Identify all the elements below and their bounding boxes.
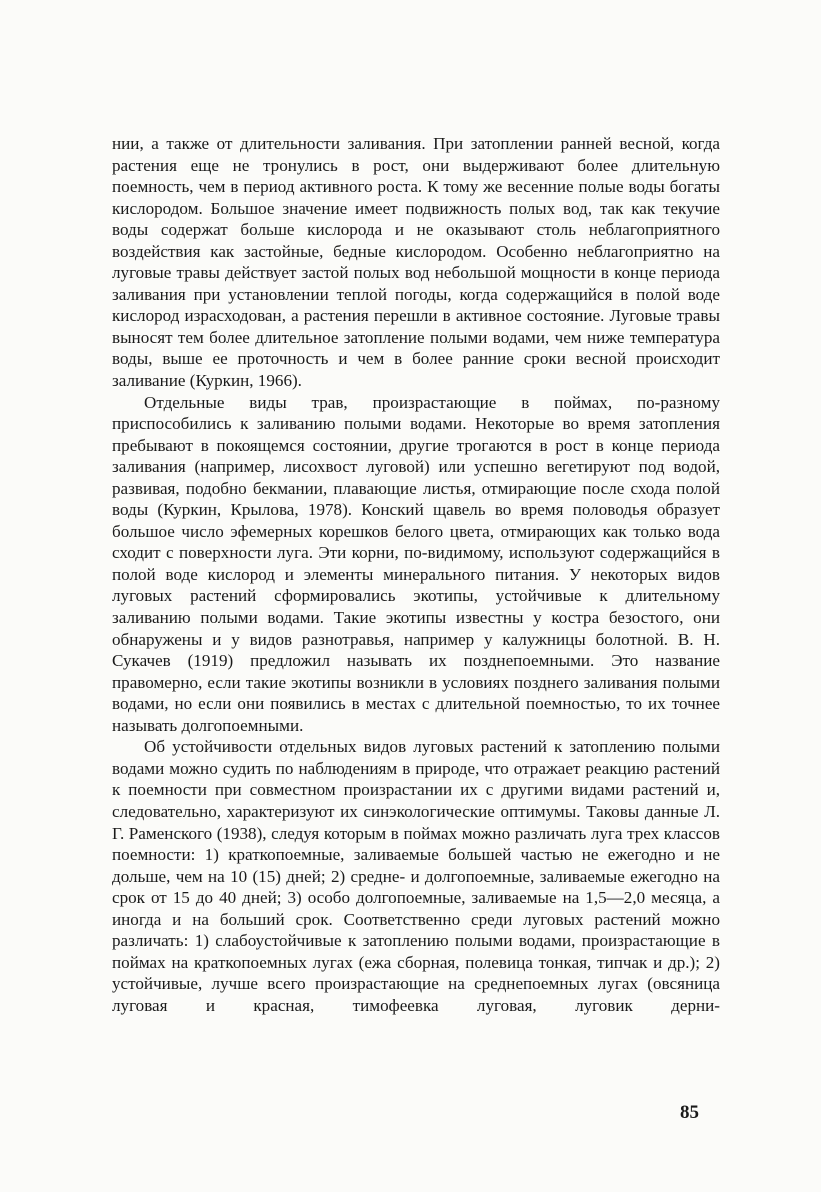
paragraph-flood-resistance: Об устойчивости отдельных видов луговых растений к затоплению полыми водами можно судить по наблюдениям в природе, что отражает реакцию растений к поемности при совместном произрастании их с другими видами растений и, следовательно, характеризуют их синэкологические оптимумы. Таковы данные Л. Г. Раменского (1938), следуя которым в поймах можно различать луга трех классов поемности: 1) краткопоемные, заливаемые большей частью не ежегодно и не дольше, чем на 10 (15) дней; 2) средне- и долгопоемные, заливаемые ежегодно на срок от 15 до 40 дней; 3) особо долгопоемные, заливаемые на 1,5—2,0 месяца, а иногда и на больший срок. Соответственно среди луговых растений можно различать: 1) слабоустойчивые к затоплению полыми водами, произрастающие в поймах на краткопоемных лугах (ежа сборная, полевица тонкая, типчак и др.); 2) устойчивые, лучше всего произрастающие на среднепоемных лугах (овсяница луговая и красная, тимофеевка луговая, луговик дерни- — [112, 737, 720, 1015]
page-body-text — [112, 133, 720, 1016]
page-number: 85 — [680, 1102, 699, 1123]
paragraph-flood-duration: нии, а также от длительности заливания. При затоплении ранней весной, когда растения еще не тронулись в рост, они выдерживают более длительную поемность, чем в период активного роста. К тому же весенние полые воды богаты кислородом. Большое значение имеет подвижность полых вод, так как текучие воды содержат больше кислорода и не оказывают столь неблагоприятного воздействия как застойные, бедные кислородом. Особенно неблагоприятно на луговые травы действует застой полых вод небольшой мощности в конце периода заливания при установлении теплой погоды, когда содержащийся в полой воде кислород израсходован, а растения перешли в активное состояние. Луговые травы выносят тем более длительное затопление полыми водами, чем ниже температура воды, выше ее проточность и чем в более ранние сроки весной происходит заливание (Куркин, 1966). — [112, 134, 720, 391]
paragraph-species-adaptation: Отдельные виды трав, произрастающие в поймах, по-разному приспособились к заливанию полыми водами. Некоторые во время затопления пребывают в покоящемся состоянии, другие трогаются в рост в конце периода заливания (например, лисохвост луговой) или успешно вегетируют под водой, развивая, подобно бекмании, плавающие листья, отмирающие после схода полой воды (Куркин, Крылова, 1978). Конский щавель во время половодья образует большое число эфемерных корешков белого цвета, отмирающих как только вода сходит с поверхности луга. Эти корни, по-видимому, используют содержащийся в полой воде кислород и элементы минерального питания. У некоторых видов луговых растений сформировались экотипы, устойчивые к длительному заливанию полыми водами. Такие экотипы известны у костра безостого, они обнаружены и у видов разнотравья, например у калужницы болотной. В. Н. Сукачев (1919) предложил называть их позднепоемными. Это название правомерно, если такие экотипы возникли в условиях позднего заливания полыми водами, но если они появились в местах с длительной поемностью, то их точнее называть долгопоемными. — [112, 392, 720, 735]
